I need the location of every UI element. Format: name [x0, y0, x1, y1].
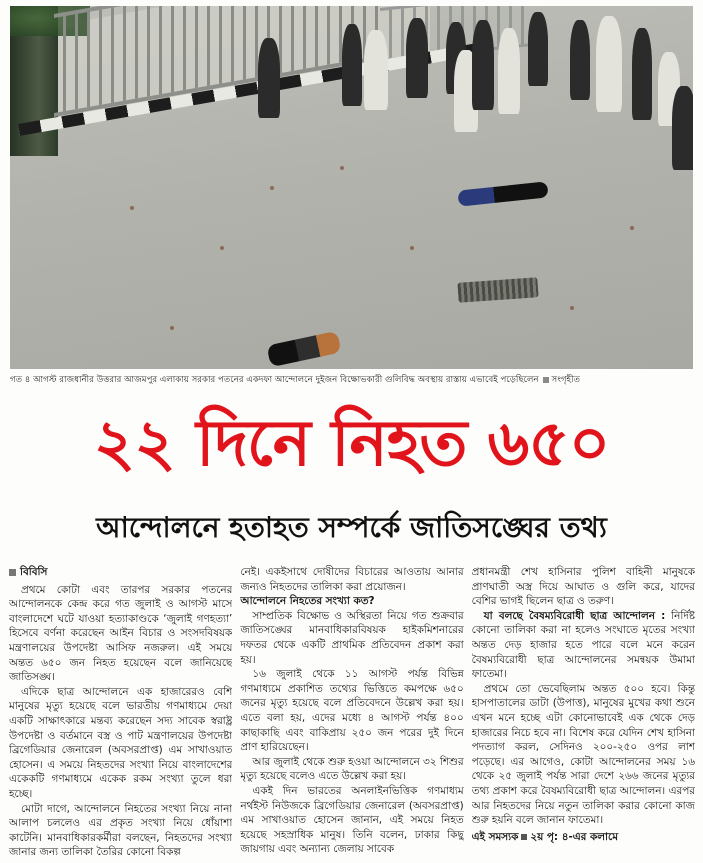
- article-column-1: [9, 565, 232, 860]
- paragraph: একই দিন ভারতের অনলাইনভিত্তিক গণমাধ্যম নর্থইস্ট নিউজকে ব্রিগেডিয়ার জেনারেল (অবসরপ্রাপ্ত) এম সাখাওয়াত হোসেন জানান, এই সময়ে নিহত হয়েছে সহস্রাধিক মানুষ। তিনি বলেন, ঢাকার কিছু জায়গায় এবং অন্যান্য জেলায় সাবেক: [240, 784, 464, 856]
- person: [596, 16, 622, 112]
- fallen-protester: [266, 331, 341, 367]
- continuation-link[interactable]: ২য় পৃ: ৪-এর কলামে: [530, 830, 618, 843]
- paragraph: নির্দিষ্ট কোনো তালিকা করা না হলেও সংঘাতে মৃতের সংখ্যা অন্তত দেড় হাজার হতে পারে বলে মনে করেন বৈষম্যবিরোধী ছাত্র আন্দোলনের সমন্বয়ক উমামা ফাতেমা।: [471, 609, 695, 681]
- person: [472, 20, 494, 110]
- byline-square-icon: [9, 569, 16, 576]
- continuation-note: [472, 830, 695, 845]
- paragraph: সাম্প্রতিক বিক্ষোভ ও অস্থিরতা নিয়ে গত শুক্রবার জাতিসঙ্ঘের মানবাধিকারবিষয়ক হাইকমিশনারের দফতর থেকে একটি প্রাথমিক প্রতিবেদন প্রকাশ করা হয়।: [240, 609, 464, 666]
- person: [258, 38, 280, 118]
- paragraph: প্রথমে কোটা এবং তারপর সরকার পতনের আন্দোলনকে কেন্দ্র করে গত জুলাই ও আগস্ট মাসে বাংলাদেশে ঘটে যাওয়া হত্যাকাণ্ডকে ‘জুলাই গণহত্যা’ হিসেবে বর্ণনা করেছেন আইন বিচার ও সংসদবিষয়ক মন্ত্রণালয়ের উপদেষ্টা আসিফ নজরুল। এই সময়ে অন্তত ৬৫০ জন নিহত হয়েছেন বলে জানিয়েছে জাতিসঙ্ঘ।: [9, 583, 233, 684]
- subheadline: আন্দোলনে হতাহত সম্পর্কে জাতিসঙ্ঘের তথ্য: [96, 511, 607, 544]
- byline-text: বিবিসি: [20, 566, 48, 578]
- person: [672, 86, 693, 170]
- continuation-square-icon: [521, 834, 527, 840]
- paragraph: আর জুলাই থেকে শুরু হওয়া আন্দোলনে ৩২ শিশুর মৃত্যু হয়েছে বলেও এতে উল্লেখ করা হয়।: [240, 755, 464, 783]
- section-heading: যা বলছে বৈষম্যবিরোধী ছাত্র আন্দোলন :: [483, 609, 666, 622]
- person: [570, 20, 590, 100]
- person: [528, 12, 548, 86]
- article-column-3: [472, 565, 695, 860]
- continuation-lead: এই সমস্যক: [471, 830, 519, 843]
- caption-text: গত ৪ আগস্ট রাজধানীর উত্তরার আজমপুর এলাকায় সরকার পতনের একদফা আন্দোলনে দুইজন বিক্ষোভকারী গুলিবিদ্ধ অবস্থায় রাস্তায় এভাবেই পড়েছিলেন: [10, 375, 539, 385]
- paragraph: নেই। একইসাথে দোষীদের বিচারের আওতায় আনার জন্যও নিহতদের তালিকা করা প্রয়োজন।: [240, 566, 464, 593]
- person: [498, 28, 520, 114]
- caption-credit: সংগৃহীত: [551, 375, 580, 385]
- byline: [9, 565, 232, 580]
- news-photo: [10, 6, 693, 369]
- fallen-protester: [457, 181, 548, 206]
- caption-square-icon: [543, 377, 549, 383]
- person: [364, 30, 388, 110]
- person: [632, 28, 652, 120]
- photo-caption: [10, 374, 693, 386]
- paragraph: মোটা দাগে, আন্দোলনে নিহতের সংখ্যা নিয়ে নানা আলাপ চললেও এর প্রকৃত সংখ্যা নিয়ে ধোঁয়াশা কাটেনি। মানবাধিকারকর্মীরা বলছেন, নিহতদের সংখ্যা জানার জন্য তালিকা তৈরির কোনো বিকল্প: [9, 802, 233, 859]
- headline: ২২ দিনে নিহত ৬৫০: [93, 407, 610, 481]
- paragraph: প্রথমে তো ভেবেছিলাম অন্তত ৫০০ হবে। কিন্তু হাসপাতালের ডাটা (উপাত্ত), মানুষের মুখের কথা শুনে এখন মনে হচ্ছে এটা কোনোভাবেই এক থেকে দেড় হাজারের নিচে হবে না। বিশেষ করে যেদিন শেখ হাসিনা পদত্যাগ করল, সেদিনও ২০০-২৫০ ওপর লাশ পড়েছে। এর আগেও, কোটা আন্দোলনের সময় ১৬ থেকে ২৫ জুলাই পর্যন্ত সারা দেশে ২৬৬ জনের মৃত্যুর তথ্য প্রকাশ করে বৈষম্যবিরোধী ছাত্র আন্দোলন। এরপর আর নিহতদের নিয়ে নতুন তালিকা করার কোনো কাজ শুরু হয়নি বলে জানান ফাতেমা।: [471, 682, 695, 827]
- paragraph: প্রধানমন্ত্রী শেখ হাসিনার পুলিশ বাহিনী মানুষকে প্রাণঘাতী অস্ত্র দিয়ে আঘাত ও গুলি করে, যাদের বেশির ভাগই ছিলেন ছাত্র ও তরুণ।: [471, 566, 695, 608]
- article-body: [9, 565, 695, 860]
- person: [406, 18, 428, 98]
- drain-cover: [457, 277, 538, 303]
- paragraph: ১৬ জুলাই থেকে ১১ আগস্ট পর্যন্ত বিভিন্ন গণমাধ্যমে প্রকাশিত তথ্যের ভিত্তিতে কমপক্ষে ৬৫০ জনের মৃত্যু হয়েছে বলে প্রতিবেদনে উল্লেখ করা হয়। এতে বলা হয়, এদের মধ্যে ৪ আগস্ট পর্যন্ত ৪০০ কাছাকাছি এবং বাকিপ্রায় ২৫০ জন পরের দুই দিনে প্রাণ হারিয়েছেন।: [240, 668, 464, 754]
- article-column-2: [240, 565, 463, 860]
- person: [342, 24, 362, 106]
- section-heading: আন্দোলনে নিহতের সংখ্যা কত?: [240, 595, 375, 608]
- paragraph: এদিকে ছাত্র আন্দোলনে এক হাজারেরও বেশি মানুষের মৃত্যু হয়েছে বলে ভারতীয় গণমাধ্যমে দেয়া একটি সাক্ষাৎকারে মন্তব্য করেছেন সদ্য সাবেক স্বরাষ্ট্র উপদেষ্টা ও বর্তমানে বস্ত্র ও পাট মন্ত্রণালয়ের উপদেষ্টা ব্রিগেডিয়ার জেনারেল (অবসরপ্রাপ্ত) এম সাখাওয়াত হোসেন। এ সময়ে নিহতদের সংখ্যা নিয়ে বাংলাদেশের একেকটি গণমাধ্যমে একেক রকম সংখ্যা তুলে ধরা হচ্ছে।: [9, 685, 233, 800]
